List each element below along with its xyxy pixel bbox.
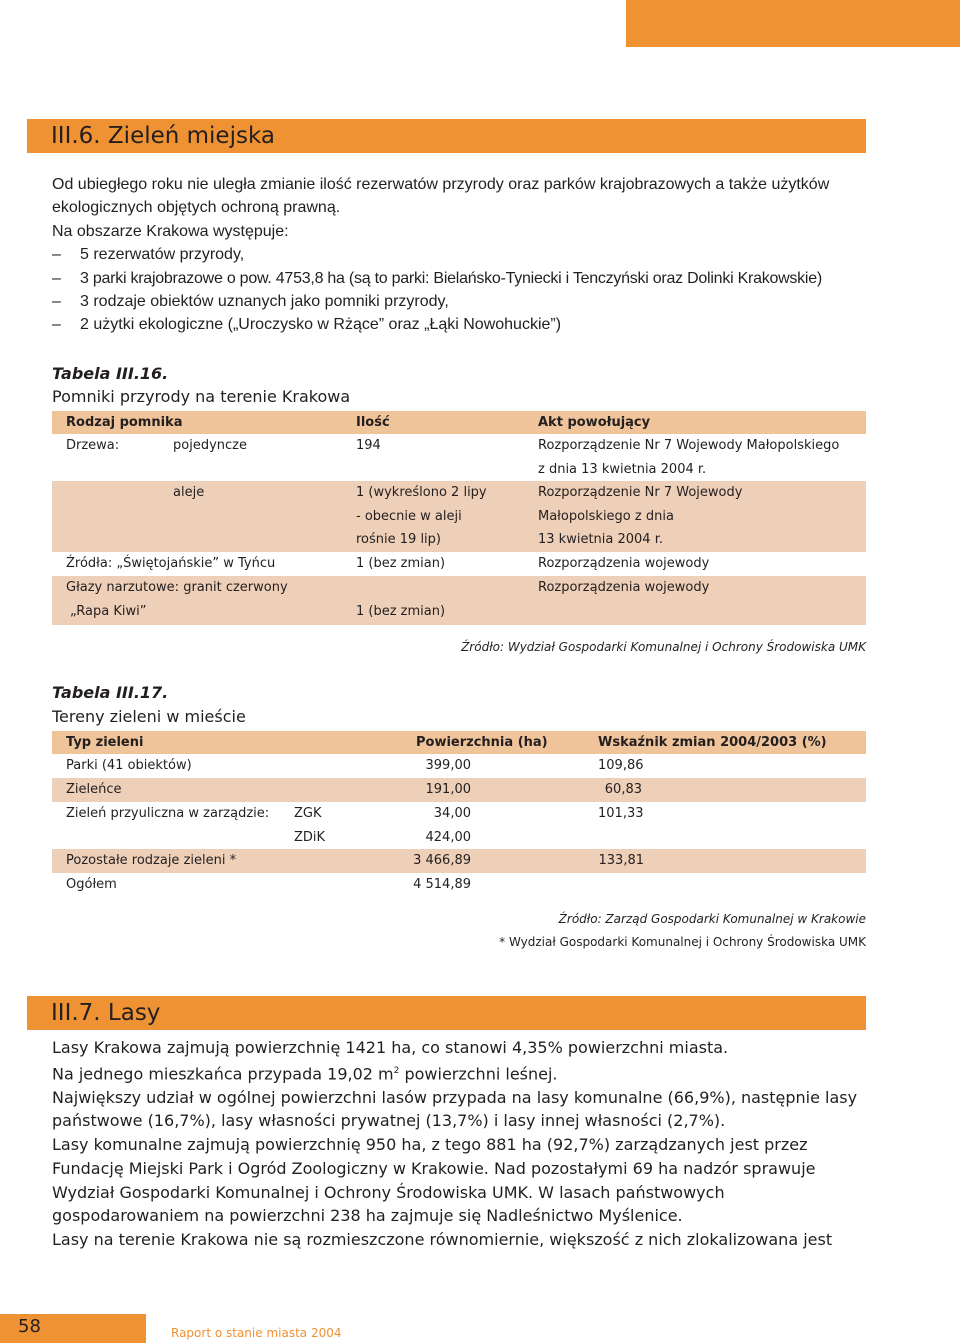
section-title: III.7. Lasy [51,1000,161,1026]
list-item: – 2 użytki ekologiczne („Uroczysko w Rżące” oraz „Łąki Nowohuckie”) [52,316,562,334]
table-row: Drzewa: pojedyncze 194 Rozporządzenie Nr 7 Wojewody Małopolskiego z dnia 13 kwietnia 2004 r. [66,438,840,477]
table-row: Zieleńce 191,00 60,83 [52,778,866,802]
paragraph: Największy udział w ogólnej powierzchni lasów przypada na lasy komunalne (66,9%), następnie lasy państwowe (16,7%), lasy własności prywatnej (13,7%) i lasy innej własności (2,7%). [52,1087,858,1131]
table-row: Głazy narzutowe: granit czerwony Rozporządzenia wojewody „Rapa Kiwi” 1 (bez zmian) [52,576,866,625]
list-item: – 3 parki krajobrazowe o pow. 4753,8 ha (są to parki: Bielańsko-Tyniecki i Tenczyński oraz Dolinki Krakowskie) [52,269,822,287]
page-number-block [0,1314,146,1343]
top-accent-bar [626,0,960,47]
table-row: Parki (41 obiektów) 399,00 109,86 [66,758,644,773]
paragraph: Lasy Krakowa zajmują powierzchnię 1421 ha, co stanowi 4,35% powierzchni miasta. [52,1038,729,1057]
table-row: Ogółem 4 514,89 [66,877,471,892]
table-row: Zieleń przyuliczna w zarządzie: ZGK 34,00 101,33 ZDiK 424,00 [66,806,644,845]
paragraph: Lasy na terenie Krakowa nie są rozmieszczone równomiernie, większość z nich zlokalizowana jest [52,1229,833,1249]
table-16-title: Pomniki przyrody na terenie Krakowa [52,387,351,406]
green-areas-table [52,731,866,896]
list-item: – 5 rezerwatów przyrody, [52,246,245,264]
paragraph: Na jednego mieszkańca przypada 19,02 $m^2$ powierzchni leśnej. [52,1064,558,1084]
table-header: Rodzaj pomnika Ilość Akt powołujący [52,411,866,434]
section-header-zielen [27,119,866,153]
table-17-source: Źródło: Zarząd Gospodarki Komunalnej w Krakowie [558,912,866,926]
publication-title: Raport o stanie miasta 2004 [171,1326,342,1340]
monuments-table [52,411,866,625]
forests-text [52,1036,872,1252]
paragraph: Lasy komunalne zajmują powierzchnię 950 ha, z tego 881 ha (92,7%) zarządzanych jest przez Fundację Miejski Park i Ogród Zoologiczny w Krakowie. Nad pozostałymi 69 ha nadzór sprawuje Wydział Gospodarki Komunalnej i Ochrony Środowiska UMK. W lasach państwowych gospodarowaniem na powierzchni 238 ha zajmuje się Nadleśnictwo Myślenice. [52,1135,816,1226]
table-16-source: Źródło: Wydział Gospodarki Komunalnej i Ochrony Środowiska UMK [461,640,866,654]
table-header: Typ zieleni Powierzchnia (ha) Wskaźnik zmian 2004/2003 (%) [52,731,866,754]
section-title: III.6. Zieleń miejska [51,123,275,149]
table-row: Pozostałe rodzaje zieleni * 3 466,89 133,81 [52,849,866,873]
page-number: 58 [18,1316,41,1337]
table-17-caption: Tabela III.17. [52,683,169,702]
table-row: Źródła: „Świętojańskie” w Tyńcu 1 (bez zmian) Rozporządzenia wojewody [66,556,710,571]
table-row: aleje 1 (wykreślono 2 lipy Rozporządzenie Nr 7 Wojewody - obecnie w aleji Małopolskiego z dnia rośnie 19 lip) 13 kwietnia 2004 r. [52,481,866,552]
section-header-lasy [27,996,866,1030]
intro-paragraph: Od ubiegłego roku nie uległa zmianie ilość rezerwatów przyrody oraz parków krajobrazowych a także użytków ekologicznych objętych ochroną prawną. [52,176,830,217]
protected-areas-list [52,243,872,337]
table-17-footnote: * Wydział Gospodarki Komunalnej i Ochrony Środowiska UMK [499,935,866,949]
intro-text [52,173,872,337]
intro-lead: Na obszarze Krakowa występuje: [52,222,289,240]
list-item: – 3 rodzaje obiektów uznanych jako pomniki przyrody, [52,293,449,311]
table-17-title: Tereny zieleni w mieście [52,707,246,726]
table-16-caption: Tabela III.16. [52,364,169,383]
